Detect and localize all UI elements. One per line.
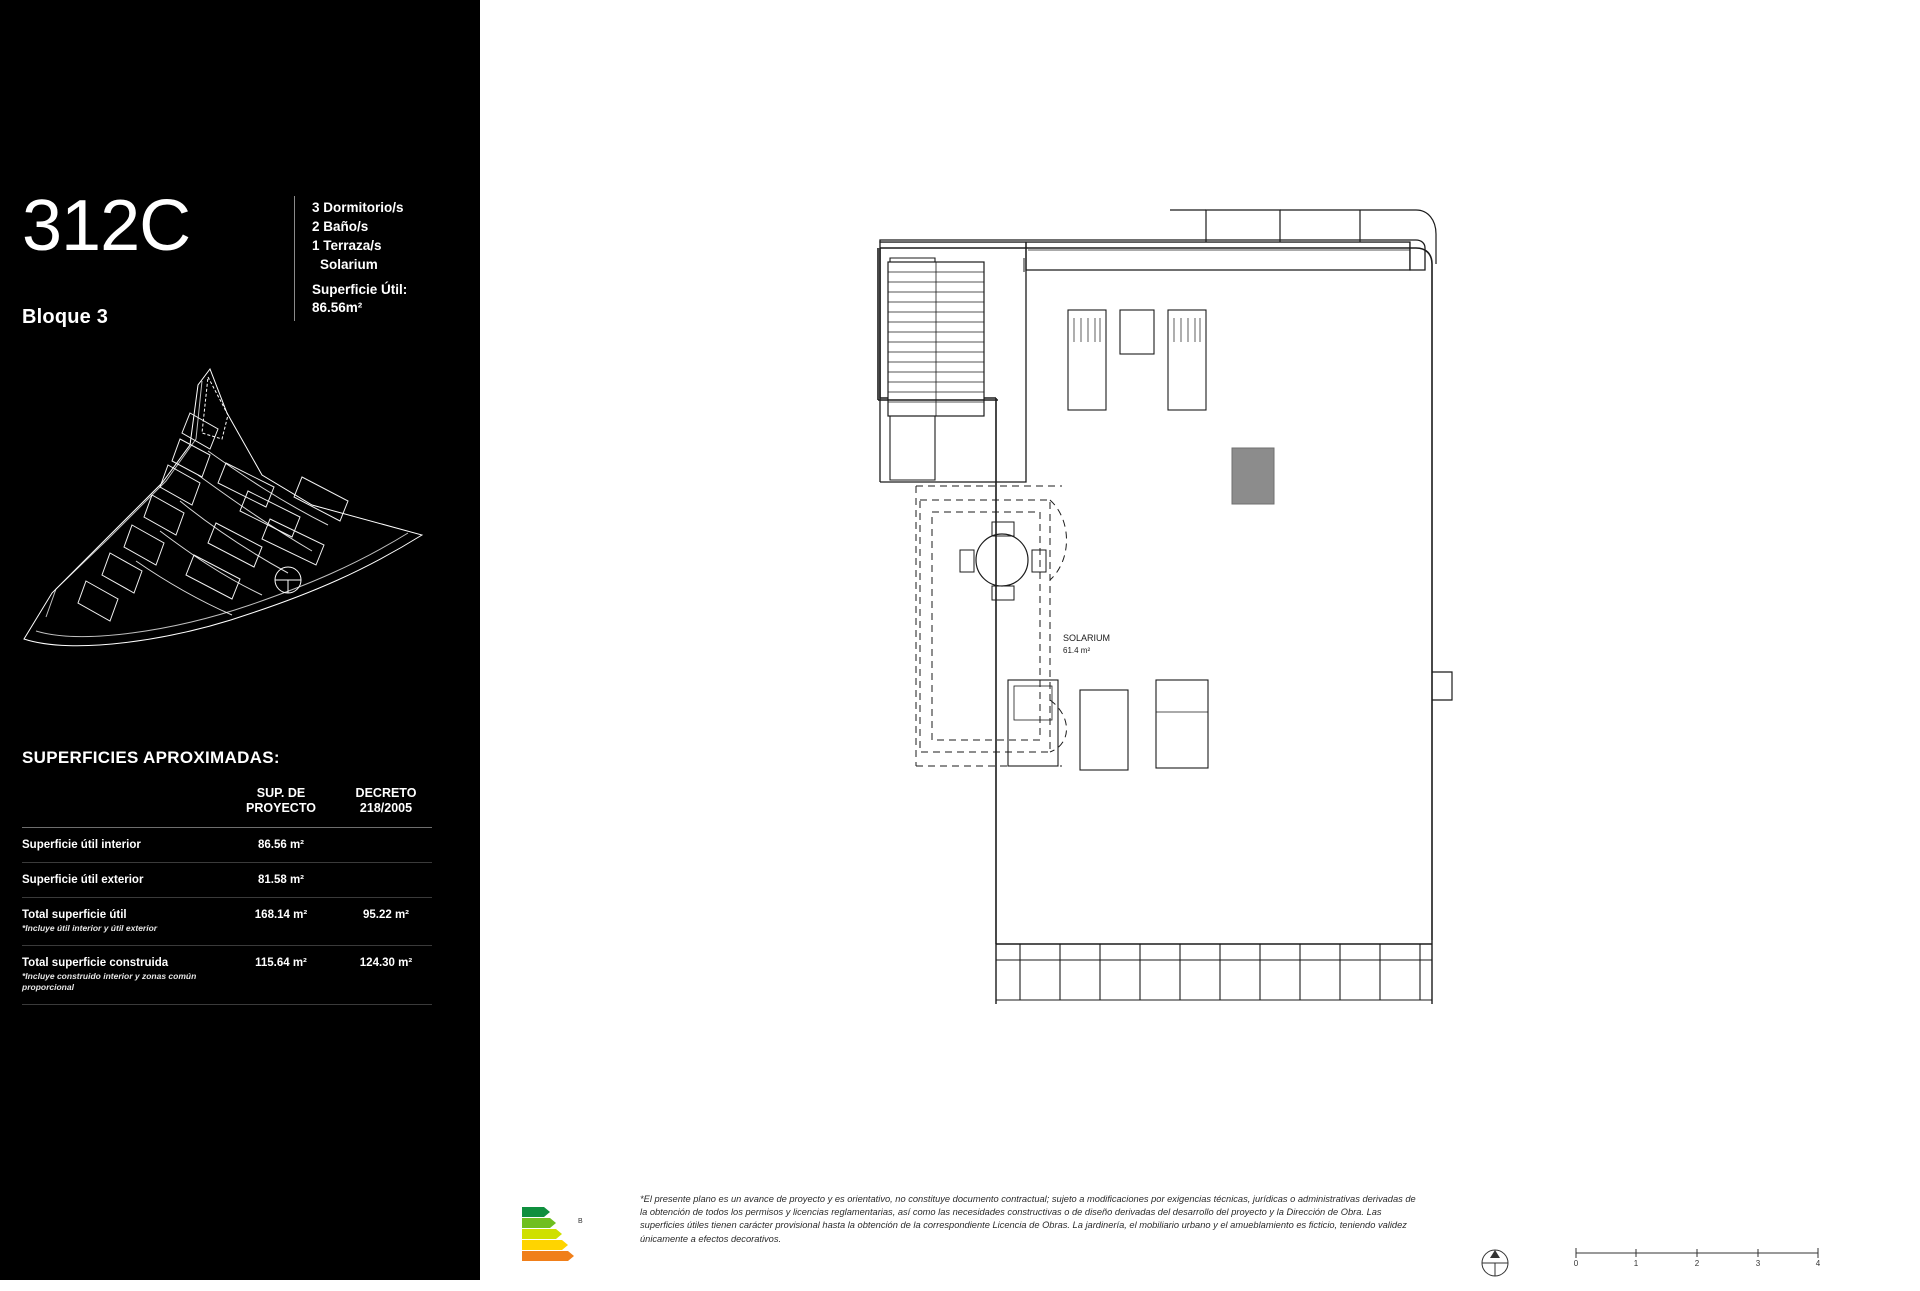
site-keyplan-illustration [12, 355, 452, 655]
north-arrow-icon [1472, 1240, 1518, 1286]
scale-bar [1570, 1245, 1830, 1273]
area-row-label-text: Total superficie útil [22, 909, 127, 921]
table-row [22, 898, 432, 946]
scale-tick: 4 [1815, 1259, 1821, 1268]
area-row-label-text: Total superficie construida [22, 957, 169, 969]
floorplan-svg [480, 0, 1920, 1280]
spec-solarium: Solarium [320, 257, 378, 272]
area-row-decree: 124.30 m² [340, 946, 432, 1005]
unit-code: 312C [22, 186, 191, 266]
keyplan-svg [12, 355, 452, 655]
floorplan-drawing [480, 0, 1920, 1280]
chair-west [960, 550, 974, 572]
solarium-label: SOLARIUM [1063, 633, 1111, 643]
spec-terraces: 1 Terraza/s [312, 238, 382, 253]
furniture-table [1120, 310, 1154, 354]
areas-col-label [22, 786, 222, 826]
areas-col-decree-line1: DECRETO [355, 786, 417, 800]
area-row-decree: 95.22 m² [340, 898, 432, 946]
block-name: Bloque 3 [22, 306, 109, 328]
table-row [22, 863, 432, 898]
areas-table [22, 786, 432, 1005]
round-table [976, 534, 1028, 586]
areas-col-project [222, 786, 340, 826]
energy-rating-icon [522, 1205, 592, 1263]
area-row-project: 86.56 m² [222, 828, 340, 863]
area-row-label [22, 898, 222, 946]
useful-area-value: 86.56m² [312, 300, 363, 315]
unit-specs [312, 198, 404, 274]
scale-tick: 2 [1694, 1259, 1700, 1268]
area-row-note: *Incluye útil interior y útil exterior [22, 923, 158, 933]
legal-disclaimer: *El presente plano es un avance de proyecto y es orientativo, no constituye documento contractual; sujeto a modificaciones por exigencias técnicas, jurídicas o administrativas derivadas de la obtención de todos los permisos y licencias reglamentarias, así como las necesidades constructivas o de diseño derivadas del desarrollo del proyecto y la Dirección de Obra. Las superficies útiles tienen carácter provisional hasta la obtención de la correspondiente Licencia de Obras. La jardinería, el mobiliario urbano y el amueblamiento es ficticio, teniendo validez únicamente a efectos decorativos. [640, 1194, 1416, 1244]
area-row-decree [340, 863, 432, 898]
table-row [22, 946, 432, 1005]
spec-bedrooms: 3 Dormitorio/s [312, 200, 404, 215]
spec-bathrooms: 2 Baño/s [312, 219, 369, 234]
areas-col-decree-line2: 218/2005 [359, 801, 413, 815]
scale-tick: 0 [1573, 1259, 1579, 1268]
scale-tick: 1 [1633, 1259, 1639, 1268]
useful-area-summary [312, 281, 407, 317]
solarium-outline-outer [920, 500, 1050, 752]
highlight-block [1232, 448, 1274, 504]
area-row-label: Superficie útil interior [22, 828, 222, 863]
title-divider [294, 196, 295, 321]
areas-section [22, 748, 452, 1005]
area-row-decree [340, 828, 432, 863]
useful-area-label: Superficie Útil: [312, 282, 408, 297]
wall-top [1026, 242, 1410, 270]
solarium-area: 61.4 m² [1063, 646, 1091, 655]
unit-title-block [22, 188, 452, 328]
scale-tick: 3 [1755, 1259, 1761, 1268]
furniture-lower-3 [1156, 680, 1208, 768]
areas-title: SUPERFICIES APROXIMADAS: [22, 748, 280, 767]
info-sidebar [0, 0, 480, 1280]
areas-col-project-line1: SUP. DE [256, 786, 306, 800]
svg-text:B: B [578, 1218, 583, 1225]
areas-col-project-line2: PROYECTO [246, 801, 316, 815]
area-row-note: *Incluye construido interior y zonas común proporcional [22, 971, 197, 992]
areas-col-decree [340, 786, 432, 826]
chair-east [1032, 550, 1046, 572]
area-row-project: 115.64 m² [222, 946, 340, 1005]
area-row-label [22, 946, 222, 1005]
furniture-lower-2 [1080, 690, 1128, 770]
area-row-project: 168.14 m² [222, 898, 340, 946]
table-row [22, 828, 432, 863]
area-row-label: Superficie útil exterior [22, 863, 222, 898]
area-row-project: 81.58 m² [222, 863, 340, 898]
